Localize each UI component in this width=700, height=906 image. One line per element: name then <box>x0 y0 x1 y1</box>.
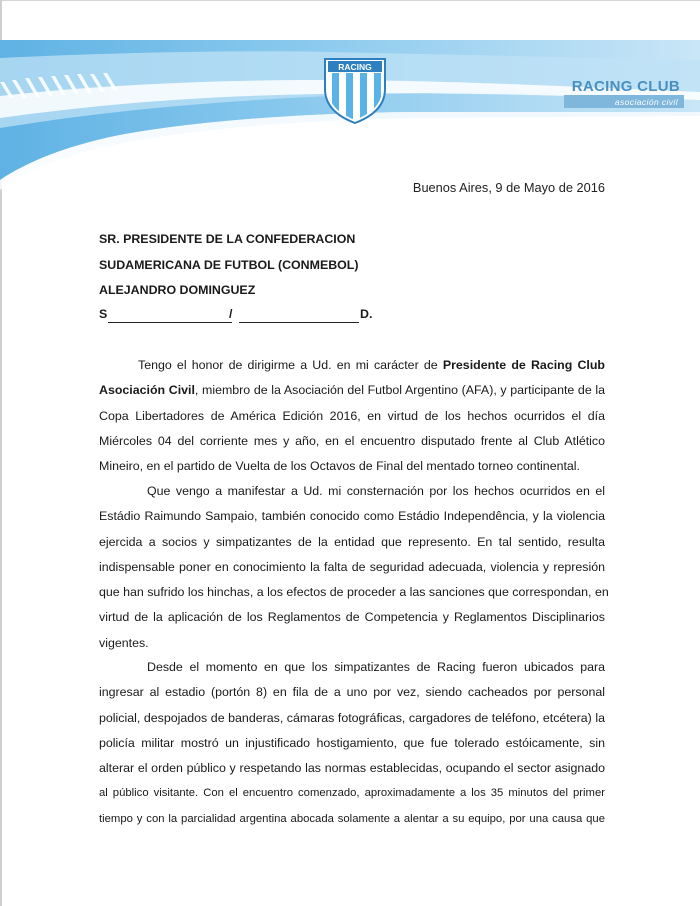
paragraph-line: Miércoles 04 del corriente mes y año, en el encuentro disputado frente al Club Atlético <box>99 433 605 448</box>
paragraph-line: indispensable poner en conocimiento la falta de seguridad adecuada, violencia y represión <box>99 559 605 574</box>
racing-crest-logo <box>321 55 389 125</box>
paragraph-1 <box>99 353 605 479</box>
paragraph-line: Mineiro, en el partido de Vuelta de los Octavos de Final del mentado torneo continental. <box>99 459 581 474</box>
paragraph-line: policía militar mostró un injustificado hostigamiento, que fue tolerado estóicamente, sin <box>99 735 605 750</box>
recipient-line-2: SUDAMERICANA DE FUTBOL (CONMEBOL) <box>99 258 359 272</box>
date-line: Buenos Aires, 9 de Mayo de 2016 <box>412 180 605 195</box>
salutation-sd-line <box>99 307 374 323</box>
text-run: , miembro de la Asociación del Futbol Argentino (AFA), y participante de la <box>194 383 606 398</box>
paragraph-3 <box>99 655 605 832</box>
paragraph-2 <box>99 479 609 656</box>
paragraph-line: virtud de la aplicación de los Reglamentos de Competencia y Reglamentos Disciplinarios <box>99 610 605 625</box>
paragraph-line: que han sufrido los hinchas, a los efectos de proceder a las sanciones que correspondan, en <box>99 585 609 600</box>
paragraph-line: Estádio Raimundo Sampaio, también conocido como Estádio Independência, y la violencia <box>99 509 605 524</box>
paragraph-line: Que vengo a manifestar a Ud. mi consternación por los hechos ocurridos en el <box>147 484 605 498</box>
sd-slash: / <box>229 307 233 321</box>
recipient-line-1: SR. PRESIDENTE DE LA CONFEDERACION <box>99 232 356 246</box>
bold-run: Presidente de Racing Club <box>442 358 605 372</box>
brand-name: RACING CLUB <box>571 78 680 95</box>
paragraph-line <box>99 353 605 378</box>
paragraph-line: Copa Libertadores de América Edición 2016, en virtud de los hechos ocurridos el día <box>99 408 605 423</box>
text-run: Tengo el honor de dirigirme a Ud. en mi carácter de <box>138 358 443 372</box>
paragraph-line: vigentes. <box>99 635 149 650</box>
sd-d: D. <box>360 307 373 321</box>
paragraph-line: al público visitante. Con el encuentro comenzado, aproximadamente a los 35 minutos del primer <box>99 787 605 800</box>
paragraph-line <box>99 378 605 403</box>
paragraph-line: tiempo y con la parcialidad argentina abocada solamente a alentar a su equipo, por una causa que <box>99 812 605 825</box>
sd-underline-2 <box>239 322 359 323</box>
brand-subtitle: asociación civil <box>614 97 678 107</box>
paragraph-line: ingresar al estadio (portón 8) en fila de a uno por vez, siendo cacheados por personal <box>99 685 605 700</box>
paragraph-line: alterar el orden público y respetando las normas establecidas, ocupando el sector asignado <box>99 761 605 776</box>
paragraph-line: Desde el momento en que los simpatizantes de Racing fueron ubicados para <box>147 660 605 674</box>
recipient-line-3: ALEJANDRO DOMINGUEZ <box>99 283 256 297</box>
paragraph-line: policial, despojados de banderas, cámaras fotográficas, cargadores de teléfono, etcétera) la <box>99 710 605 725</box>
bold-run: Asociación Civil <box>99 383 195 398</box>
paragraph-line: ejercida a socios y simpatizantes de la entidad que represento. En tal sentido, resulta <box>99 534 605 549</box>
letterhead <box>0 0 700 190</box>
sd-s: S <box>99 307 108 321</box>
sd-underline-1 <box>108 322 232 323</box>
crest-label: RACING <box>338 62 372 72</box>
